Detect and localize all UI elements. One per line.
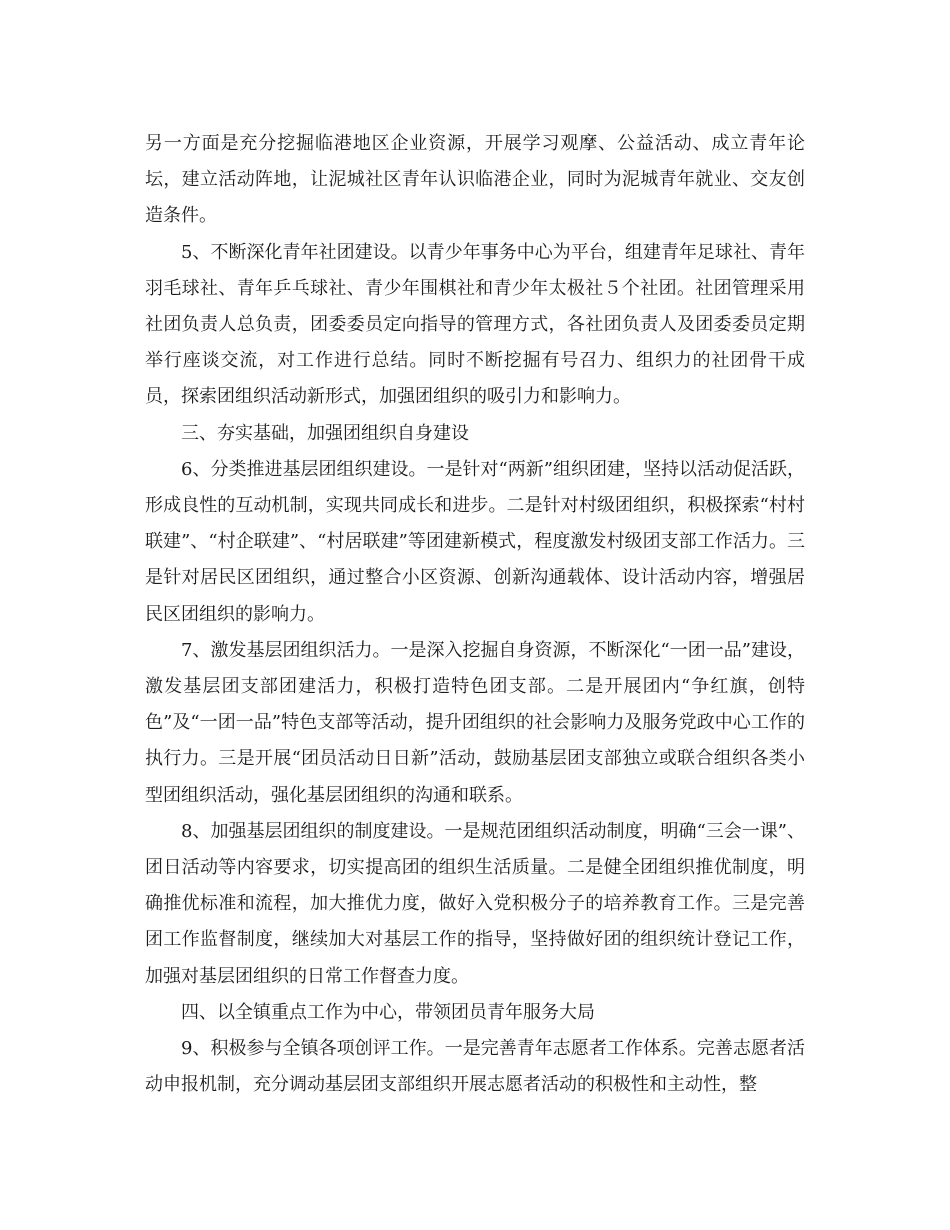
paragraph-item-8: 8、加强基层团组织的制度建设。一是规范团组织活动制度，明确“三会一课”、团日活动等内容要求，切实提高团的组织生活质量。二是健全团组织推优制度，明确推优标准和流程，加大推优力度，做好入党积极分子的培养教育工作。三是完善团工作监督制度，继续加大对基层工作的指导，坚持做好团的组织统计登记工作，加强对基层团组织的日常工作督查力度。 (145, 820, 805, 987)
paragraph-item-5: 5、不断深化青年社团建设。以青少年事务中心为平台，组建青年足球社、青年羽毛球社、青年乒乓球社、青少年围棋社和青少年太极社５个社团。社团管理采用社团负责人总负责，团委委员定向指导的管理方式，各社团负责人及团委委员定期举行座谈交流，对工作进行总结。同时不断挖掘有号召力、组织力的社团骨干成员，探索团组织活动新形式，加强团组织的吸引力和影响力。 (145, 241, 805, 408)
paragraph-item-9: 9、积极参与全镇各项创评工作。一是完善青年志愿者工作体系。完善志愿者活动申报机制，充分调动基层团支部组织开展志愿者活动的积极性和主动性，整 (145, 1038, 805, 1096)
section-heading-4: 四、以全镇重点工作为中心，带领团员青年服务大局 (181, 1001, 595, 1023)
section-heading-3: 三、夯实基础，加强团组织自身建设 (181, 422, 469, 444)
document-body (145, 126, 805, 1103)
paragraph-item-7: 7、激发基层团组织活力。一是深入挖掘自身资源，不断深化“一团一品”建设，激发基层团支部团建活力，积极打造特色团支部。二是开展团内“争红旗，创特色”及“一团一品”特色支部等活动，提升团组织的社会影响力及服务党政中心工作的执行力。三是开展“团员活动日日新”活动，鼓励基层团支部独立或联合组织各类小型团组织活动，强化基层团组织的沟通和联系。 (145, 639, 805, 806)
paragraph-item-6: 6、分类推进基层团组织建设。一是针对“两新”组织团建，坚持以活动促活跃，形成良性的互动机制，实现共同成长和进步。二是针对村级团组织，积极探索“村村联建”、“村企联建”、“村居联建”等团建新模式，程度激发村级团支部工作活力。三是针对居民区团组织，通过整合小区资源、创新沟通载体、设计活动内容，增强居民区团组织的影响力。 (145, 458, 805, 625)
paragraph-continuation: 另一方面是充分挖掘临港地区企业资源，开展学习观摩、公益活动、成立青年论坛，建立活动阵地，让泥城社区青年认识临港企业，同时为泥城青年就业、交友创造条件。 (145, 133, 805, 227)
